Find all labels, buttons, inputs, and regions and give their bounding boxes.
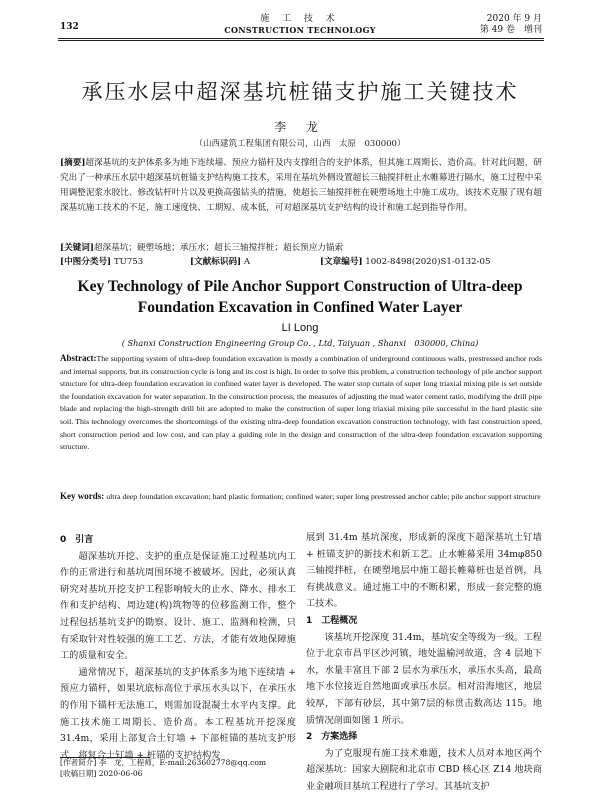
clc-value: TU753 (113, 257, 144, 267)
body-paragraph: 为了克服现有施工技术难题，技术人员对本地区两个超深基坑：国家大剧院和北京市 CBD 核心区 Z14 地块商业金融项目基坑工程进行了学习。其基坑支护 (306, 747, 542, 792)
section-heading-scheme-selection: 2 方案选择 (306, 732, 358, 743)
body-paragraph: 该基坑开挖深度 31.4m，基坑安全等级为一级。工程位于北京市昌平区沙河镇，地处温榆河故道，含 4 层地下水，水量丰富且下部 2 层水为承压水，承压水头高，最高地下水位接近自然地面或承压水层。相对沿海地区，地层较厚，下部有砂层，其中第7层的标贯击数高达 115。地质情况剖面如图 1 所示。 (306, 631, 542, 726)
footnote (60, 757, 296, 779)
footnote-author: [作者简介] 李 龙，工程师，E-mail:263602778@qq.com (60, 758, 267, 767)
abstract-en-text: The supporting system of ultra-deep foundation excavation is mostly a combination of underground continuous walls, prestressed anchor rods and internal supports, but its construction cycle is long and its cost is high. In order to solve this problem, a construction technology of pile anchor support structure for ultra-deep foundation excavation in confined water layer is developed. The water stop curtain of super long triaxial mixing pile is set outside the foundation excavation for water separation. In the construction process, the measures of adjusting the mud water cement ratio, modifying the drill pipe blade and replacing the high-strength drill bit are adopted to make the construction of super long triaxial mixing pile successful in the hard plastic site soil. This technology overcomes the shortcomings of the existing ultra-deep foundation excavation construction technology, with fast construction speed, short construction period and low cost, and can play a guiding role in the design and construction of the ultra-deep foundation excavation supporting structure. (60, 354, 542, 452)
body-column-right (306, 530, 542, 796)
keywords-en (60, 490, 542, 504)
abstract-en (60, 352, 542, 454)
header-rule (58, 38, 544, 39)
keywords-en-text: ultra deep foundation excavation; hard plastic formation; confined water; super long prestressed anchor cable; pile anchor support structure (106, 492, 541, 501)
affiliation-cn: （山西建筑工程集团有限公司，山西 太原 030000） (194, 139, 406, 149)
header-rule-thin (58, 40, 544, 41)
clc-number (60, 255, 190, 269)
abstract-cn (60, 156, 542, 216)
title-cn: 承压水层中超深基坑桩锚支护施工关键技术 (81, 80, 519, 104)
keywords-cn-text: 超深基坑；硬塑场地；承压水；超长三轴搅拌桩；超长预应力锚索 (93, 243, 344, 253)
doc-value: A (243, 257, 251, 267)
footnote-received: [收稿日期] 2020-06-06 (60, 769, 143, 778)
body-paragraph: 超深基坑开挖、支护的重点是保证施工过程基坑内工作的正常进行和基坑周围环境不被破坏。因此，必须认真研究对基坑开挖支护工程影响较大的止水、降水、排水工作和支护结构、周边建(构)筑物等的位移监测工作，整个过程包括基坑支护的勘察、设计、施工、监测和检测，只有采取针对性较强的施工工艺、方法，才能有效地保障施工的质量和安全。 (60, 550, 296, 662)
keywords-cn (60, 241, 542, 255)
journal-name-cn: 施 工 技 术 (260, 14, 340, 24)
body-column-left (60, 532, 296, 764)
section-heading-introduction: 0 引言 (60, 535, 94, 545)
issue-volume: 第 49 卷 增刊 (479, 25, 542, 35)
body-paragraph: 通常情况下，超深基坑的支护体系多为地下连续墙 + 预应力锚杆，如果坑底标高位于承压水头以下，在承压水的作用下锚杆无法施工，则需加设混凝土水平内支撑。此施工技术施工周期长、造价高。本工程基坑开挖深度 31.4m，采用上部复合土钉墙 + 下部桩锚的基坑支护形式，将复合土钉墙 + 桩锚的支护结构发 (60, 666, 296, 761)
article-id (320, 255, 490, 269)
page-number: 132 (60, 22, 79, 32)
doc-label: [文献标识码] (190, 257, 242, 267)
author-en: LI Long (281, 322, 319, 334)
keywords-cn-label: [关键词] (60, 243, 94, 253)
affiliation-en: ( Shanxi Construction Engineering Group Co. , Ltd, Taiyuan , Shanxi 030000, China) (121, 338, 479, 348)
keywords-en-label: Key words: (60, 491, 105, 501)
journal-name-en: CONSTRUCTION TECHNOLOGY (224, 25, 376, 35)
abstract-en-label: Abstract: (60, 353, 97, 363)
section-heading-project-overview: 1 工程概况 (306, 615, 358, 626)
classification-line (60, 255, 542, 269)
author-cn: 李 龙 (274, 120, 326, 134)
issue-info (480, 14, 542, 36)
article-id-value: 1002-8498(2020)S1-0132-05 (365, 257, 491, 267)
article-id-label: [文章编号] (320, 257, 363, 267)
issue-date: 2020 年 9 月 (486, 14, 542, 24)
title-en: Key Technology of Pile Anchor Support Construction of Ultra-deep Foundation Excavation in Confined Water Layer (77, 278, 523, 316)
abstract-cn-label: [摘要] (60, 158, 86, 168)
journal-header (200, 14, 400, 35)
doc-code (190, 255, 320, 269)
abstract-cn-text: 超深基坑的支护体系多为地下连续墙、预应力锚杆及内支撑组合的支护体系，但其施工周期长、造价高。针对此问题，研究出了一种承压水层中超深基坑桩锚支护结构施工技术，采用在基坑外侧设置超长三轴搅拌桩止水帷幕进行隔水，施工过程中采用调整泥浆水胶比、修改钻杆叶片以及更换高强钻头的措施，使超长三轴搅拌桩在硬塑场地土中施工成功。该技术克服了现有超深基坑施工技术的不足，施工速度快、工期短、成本低，可对超深基坑支护结构的设计和施工起到指导作用。 (60, 158, 542, 213)
clc-label: [中图分类号] (60, 257, 112, 267)
body-paragraph: 展到 31.4m 基坑深度，形成新的深度下超深基坑土钉墙 + 桩锚支护的新技术和新工艺。止水帷幕采用 34mφ850 三轴搅拌桩，在硬塑地层中施工超长帷幕桩也是首例，具有挑战意义。通过施工中的不断积累，形成一套完整的施工技术。 (306, 532, 542, 610)
